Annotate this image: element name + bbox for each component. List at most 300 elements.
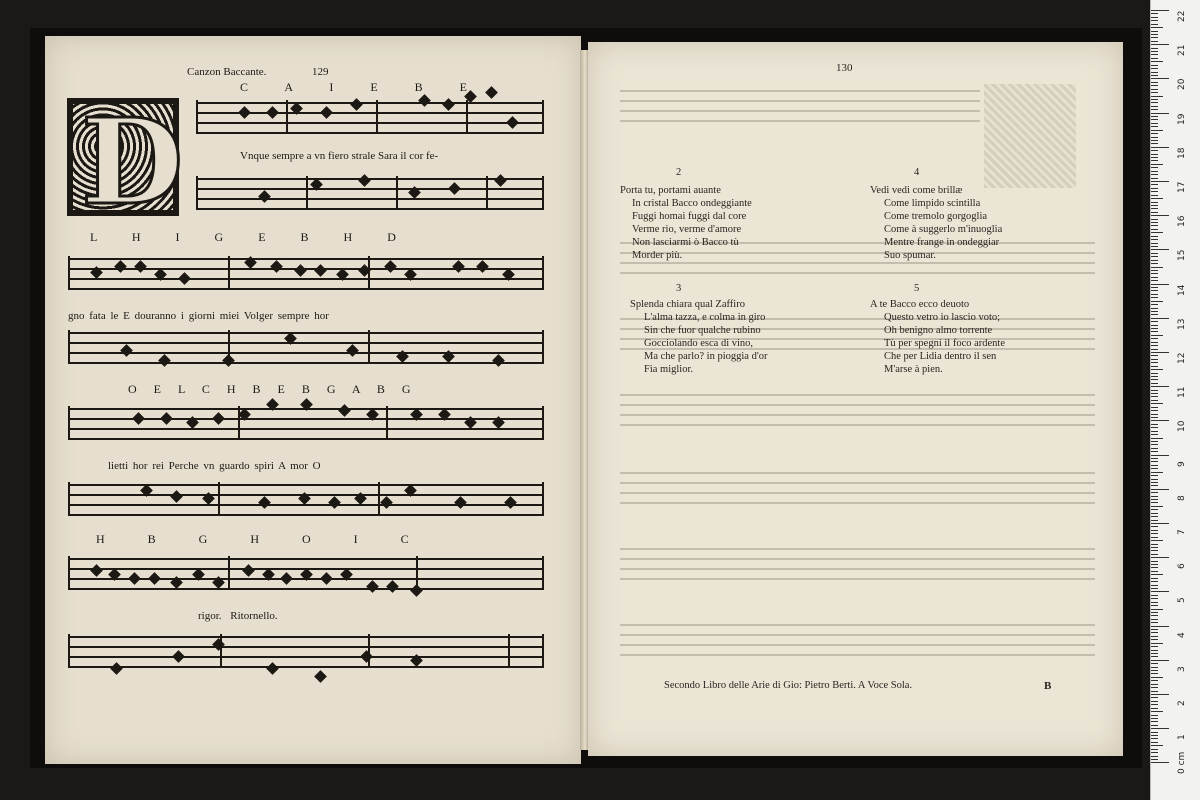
left-page-number: 129 bbox=[312, 66, 329, 78]
ruler-minor-tick bbox=[1151, 393, 1158, 394]
ruler-minor-tick bbox=[1151, 396, 1158, 397]
ruler-minor-tick bbox=[1151, 759, 1158, 760]
ruler-minor-tick bbox=[1151, 704, 1158, 705]
tablature-letters-row-2: L H I G E B H D bbox=[90, 230, 396, 244]
decorated-initial: D bbox=[67, 98, 179, 216]
ruler-minor-tick bbox=[1151, 171, 1158, 172]
show-through-staff-1 bbox=[620, 88, 980, 128]
ruler-major-tick bbox=[1151, 44, 1169, 45]
ruler-minor-tick bbox=[1151, 222, 1158, 223]
ruler-minor-tick bbox=[1151, 304, 1158, 305]
ruler-minor-tick bbox=[1151, 431, 1158, 432]
ruler-minor-tick bbox=[1151, 502, 1158, 503]
ruler-minor-tick bbox=[1151, 229, 1158, 230]
ruler-minor-tick bbox=[1151, 574, 1163, 575]
stanza-3-number: 3 bbox=[676, 283, 682, 294]
ruler-minor-tick bbox=[1151, 99, 1158, 100]
ruler-major-tick bbox=[1151, 113, 1169, 114]
ruler-minor-tick bbox=[1151, 513, 1158, 514]
ruler-minor-tick bbox=[1151, 75, 1158, 76]
ruler-minor-tick bbox=[1151, 564, 1158, 565]
ruler-minor-tick bbox=[1151, 338, 1158, 339]
ruler-minor-tick bbox=[1151, 732, 1158, 733]
ruler-minor-tick bbox=[1151, 410, 1158, 411]
ruler-minor-tick bbox=[1151, 653, 1158, 654]
ruler-minor-tick bbox=[1151, 321, 1158, 322]
ruler-minor-tick bbox=[1151, 345, 1158, 346]
ruler-minor-tick bbox=[1151, 188, 1158, 189]
ruler-minor-tick bbox=[1151, 373, 1158, 374]
ruler-minor-tick bbox=[1151, 82, 1158, 83]
lyrics-line-4: rigor. Ritornello. bbox=[198, 610, 278, 622]
ruler-minor-tick bbox=[1151, 427, 1158, 428]
stanza-2 bbox=[620, 184, 752, 262]
ruler-minor-tick bbox=[1151, 499, 1158, 500]
ruler-minor-tick bbox=[1151, 225, 1158, 226]
ruler-minor-tick bbox=[1151, 667, 1158, 668]
stanza-line: Porta tu, portami auante bbox=[620, 185, 721, 196]
ruler-minor-tick bbox=[1151, 609, 1163, 610]
ruler-minor-tick bbox=[1151, 119, 1158, 120]
stanza-line: Questo vetro io lascio voto; bbox=[884, 312, 1001, 323]
ruler-minor-tick bbox=[1151, 721, 1158, 722]
ruler-minor-tick bbox=[1151, 133, 1158, 134]
ruler-minor-tick bbox=[1151, 150, 1158, 151]
stanza-line: In cristal Bacco ondeggiante bbox=[632, 198, 752, 209]
ruler-minor-tick bbox=[1151, 458, 1158, 459]
ruler-minor-tick bbox=[1151, 677, 1163, 678]
ruler-minor-tick bbox=[1151, 691, 1158, 692]
ruler-label: 13 bbox=[1177, 318, 1187, 330]
ruler-minor-tick bbox=[1151, 85, 1158, 86]
ruler-minor-tick bbox=[1151, 328, 1158, 329]
ruler-minor-tick bbox=[1151, 417, 1158, 418]
stanza-3 bbox=[630, 298, 767, 376]
ruler-minor-tick bbox=[1151, 680, 1158, 681]
ruler-label: 5 bbox=[1177, 597, 1187, 604]
ruler-label: 9 bbox=[1177, 460, 1187, 467]
stanza-5-number: 5 bbox=[914, 283, 920, 294]
ruler-minor-tick bbox=[1151, 444, 1158, 445]
ruler-minor-tick bbox=[1151, 54, 1158, 55]
ruler-minor-tick bbox=[1151, 212, 1158, 213]
ruler-minor-tick bbox=[1151, 461, 1158, 462]
ruler-minor-tick bbox=[1151, 273, 1158, 274]
ruler-minor-tick bbox=[1151, 670, 1158, 671]
ruler-minor-tick bbox=[1151, 308, 1158, 309]
ruler-major-tick bbox=[1151, 215, 1169, 216]
ruler-label: 17 bbox=[1177, 181, 1187, 193]
ruler-minor-tick bbox=[1151, 256, 1158, 257]
ruler-minor-tick bbox=[1151, 20, 1158, 21]
ruler-minor-tick bbox=[1151, 191, 1158, 192]
ruler-minor-tick bbox=[1151, 438, 1163, 439]
ruler-minor-tick bbox=[1151, 126, 1158, 127]
stanza-line: Vedi vedi come brillæ bbox=[870, 185, 963, 196]
ruler-minor-tick bbox=[1151, 738, 1158, 739]
ruler-minor-tick bbox=[1151, 434, 1158, 435]
ruler-minor-tick bbox=[1151, 379, 1158, 380]
tablature-letters-row-3: O E L C H B E B G A B G bbox=[128, 382, 411, 396]
stanza-4 bbox=[870, 184, 1002, 262]
stanza-line: Splenda chiara qual Zaffiro bbox=[630, 299, 745, 310]
stanza-line: M'arse à pien. bbox=[884, 364, 943, 375]
ruler-minor-tick bbox=[1151, 48, 1158, 49]
ruler-major-tick bbox=[1151, 352, 1169, 353]
ruler-label: 7 bbox=[1177, 529, 1187, 535]
ruler-major-tick bbox=[1151, 10, 1169, 11]
tablature-letters-row-1: C A I E B E bbox=[240, 80, 468, 94]
ruler-minor-tick bbox=[1151, 711, 1163, 712]
ruler-minor-tick bbox=[1151, 116, 1158, 117]
ruler-minor-tick bbox=[1151, 571, 1158, 572]
ruler-minor-tick bbox=[1151, 492, 1158, 493]
stanza-line: Mentre frange in ondeggiar bbox=[884, 237, 1000, 248]
ruler-minor-tick bbox=[1151, 554, 1158, 555]
ruler-minor-tick bbox=[1151, 622, 1158, 623]
ruler-minor-tick bbox=[1151, 34, 1158, 35]
ruler-minor-tick bbox=[1151, 140, 1158, 141]
ruler-minor-tick bbox=[1151, 51, 1158, 52]
ruler-minor-tick bbox=[1151, 160, 1158, 161]
ruler-minor-tick bbox=[1151, 602, 1158, 603]
ruler-minor-tick bbox=[1151, 287, 1158, 288]
ruler-minor-tick bbox=[1151, 537, 1158, 538]
ruler-minor-tick bbox=[1151, 369, 1163, 370]
lyrics-line-1: Vnque sempre a vn fiero strale Sara il cor fe- bbox=[240, 150, 439, 162]
ruler-minor-tick bbox=[1151, 506, 1163, 507]
ruler-major-tick bbox=[1151, 181, 1169, 182]
ruler-minor-tick bbox=[1151, 65, 1158, 66]
lyrics-line-3: lietti hor rei Perche vn guardo spiri A mor O bbox=[108, 460, 321, 472]
ruler-minor-tick bbox=[1151, 581, 1158, 582]
ruler-minor-tick bbox=[1151, 697, 1158, 698]
ruler-minor-tick bbox=[1151, 749, 1158, 750]
ruler-minor-tick bbox=[1151, 550, 1158, 551]
ruler-label: 11 bbox=[1177, 386, 1187, 399]
music-staff-2 bbox=[196, 176, 544, 216]
ruler-minor-tick bbox=[1151, 414, 1158, 415]
ruler-minor-tick bbox=[1151, 102, 1158, 103]
page-footer: Secondo Libro delle Arie di Gio: Pietro Berti. A Voce Sola. bbox=[664, 680, 913, 691]
ruler-minor-tick bbox=[1151, 195, 1158, 196]
ruler-minor-tick bbox=[1151, 359, 1158, 360]
ruler-minor-tick bbox=[1151, 130, 1163, 131]
ruler-major-tick bbox=[1151, 694, 1169, 695]
ruler-minor-tick bbox=[1151, 636, 1158, 637]
ruler-minor-tick bbox=[1151, 708, 1158, 709]
ruler-minor-tick bbox=[1151, 598, 1158, 599]
ruler-minor-tick bbox=[1151, 263, 1158, 264]
ruler-minor-tick bbox=[1151, 89, 1158, 90]
ruler-minor-tick bbox=[1151, 530, 1158, 531]
ruler-minor-tick bbox=[1151, 496, 1158, 497]
ruler-major-tick bbox=[1151, 249, 1169, 250]
ruler-minor-tick bbox=[1151, 294, 1158, 295]
ruler-minor-tick bbox=[1151, 366, 1158, 367]
ruler-label: 12 bbox=[1177, 352, 1187, 364]
ruler-minor-tick bbox=[1151, 157, 1158, 158]
stanza-line: Oh benigno almo torrente bbox=[884, 325, 993, 336]
ruler-minor-tick bbox=[1151, 485, 1158, 486]
ruler-minor-tick bbox=[1151, 167, 1158, 168]
stanza-line: Non lasciarmi ò Bacco tù bbox=[632, 237, 739, 248]
ruler-minor-tick bbox=[1151, 441, 1158, 442]
ruler-minor-tick bbox=[1151, 355, 1158, 356]
ruler-minor-tick bbox=[1151, 37, 1158, 38]
stanza-2-number: 2 bbox=[676, 167, 682, 178]
ruler-minor-tick bbox=[1151, 468, 1158, 469]
stanza-line: Che per Lidia dentro il sen bbox=[884, 351, 997, 362]
ruler-label: 2 bbox=[1177, 700, 1187, 706]
ruler-label: 10 bbox=[1177, 420, 1187, 433]
ruler-minor-tick bbox=[1151, 202, 1158, 203]
ruler-label: 18 bbox=[1177, 147, 1187, 159]
ruler-minor-tick bbox=[1151, 58, 1158, 59]
ruler-minor-tick bbox=[1151, 174, 1158, 175]
ruler-minor-tick bbox=[1151, 17, 1158, 18]
ruler-minor-tick bbox=[1151, 349, 1158, 350]
ruler-minor-tick bbox=[1151, 280, 1158, 281]
ruler-minor-tick bbox=[1151, 673, 1158, 674]
ruler-minor-tick bbox=[1151, 752, 1158, 753]
ruler-major-tick bbox=[1151, 489, 1169, 490]
ruler-minor-tick bbox=[1151, 92, 1158, 93]
ruler-minor-tick bbox=[1151, 13, 1158, 14]
ruler-minor-tick bbox=[1151, 650, 1158, 651]
ruler-minor-tick bbox=[1151, 260, 1158, 261]
stanza-line: Come à suggerlo m'inuoglia bbox=[884, 224, 1003, 235]
ruler-minor-tick bbox=[1151, 137, 1158, 138]
ruler-minor-tick bbox=[1151, 61, 1163, 62]
ruler-major-tick bbox=[1151, 557, 1169, 558]
ruler-minor-tick bbox=[1151, 585, 1158, 586]
right-page-number: 130 bbox=[836, 62, 853, 74]
ruler-minor-tick bbox=[1151, 567, 1158, 568]
ruler-minor-tick bbox=[1151, 595, 1158, 596]
ruler-minor-tick bbox=[1151, 205, 1158, 206]
stanza-line: Come limpido scintilla bbox=[884, 198, 981, 209]
ruler-major-tick bbox=[1151, 660, 1169, 661]
ruler-label: 15 bbox=[1177, 249, 1187, 262]
ruler-minor-tick bbox=[1151, 516, 1158, 517]
stanza-line: Come tremolo gorgoglia bbox=[884, 211, 988, 222]
ruler-minor-tick bbox=[1151, 742, 1158, 743]
ruler-label: 8 bbox=[1177, 495, 1187, 501]
stanza-line: Fuggi homai fuggi dal core bbox=[632, 211, 747, 222]
ruler-label: 0 cm bbox=[1177, 752, 1187, 775]
ruler-major-tick bbox=[1151, 386, 1169, 387]
ruler-minor-tick bbox=[1151, 663, 1158, 664]
show-through-staff-4 bbox=[620, 392, 1095, 432]
ruler-minor-tick bbox=[1151, 448, 1158, 449]
ruler-minor-tick bbox=[1151, 619, 1158, 620]
ruler-minor-tick bbox=[1151, 198, 1163, 199]
ruler-minor-tick bbox=[1151, 208, 1158, 209]
signature-mark: B bbox=[1044, 680, 1052, 692]
ruler-minor-tick bbox=[1151, 243, 1158, 244]
stanza-4-number: 4 bbox=[914, 167, 920, 178]
ruler-minor-tick bbox=[1151, 362, 1158, 363]
ruler-minor-tick bbox=[1151, 407, 1158, 408]
stanza-5 bbox=[870, 298, 1005, 376]
ruler-minor-tick bbox=[1151, 290, 1158, 291]
music-staff-1 bbox=[196, 100, 544, 140]
ruler-minor-tick bbox=[1151, 684, 1158, 685]
ruler-minor-tick bbox=[1151, 72, 1158, 73]
ruler-minor-tick bbox=[1151, 335, 1163, 336]
ruler-minor-tick bbox=[1151, 184, 1158, 185]
ruler-minor-tick bbox=[1151, 646, 1158, 647]
ruler-minor-tick bbox=[1151, 314, 1158, 315]
ruler-minor-tick bbox=[1151, 718, 1158, 719]
ruler-minor-tick bbox=[1151, 687, 1158, 688]
ruler-minor-tick bbox=[1151, 154, 1158, 155]
music-staff-8 bbox=[68, 634, 544, 674]
ruler-minor-tick bbox=[1151, 424, 1158, 425]
ruler-label: 22 bbox=[1177, 10, 1187, 22]
ruler-major-tick bbox=[1151, 762, 1169, 763]
left-page-title: Canzon Baccante. bbox=[187, 66, 267, 78]
stanza-line: Tù per spegni il foco ardente bbox=[884, 338, 1005, 349]
measurement-ruler bbox=[1150, 0, 1200, 800]
ruler-minor-tick bbox=[1151, 219, 1158, 220]
ruler-label: 20 bbox=[1177, 78, 1187, 91]
ruler-minor-tick bbox=[1151, 267, 1163, 268]
ruler-major-tick bbox=[1151, 284, 1169, 285]
ruler-minor-tick bbox=[1151, 164, 1163, 165]
ruler-minor-tick bbox=[1151, 31, 1158, 32]
ruler-minor-tick bbox=[1151, 735, 1158, 736]
ruler-minor-tick bbox=[1151, 41, 1158, 42]
ruler-label: 14 bbox=[1177, 284, 1187, 296]
ruler-minor-tick bbox=[1151, 383, 1158, 384]
music-staff-4 bbox=[68, 330, 544, 370]
ruler-minor-tick bbox=[1151, 331, 1158, 332]
ruler-minor-tick bbox=[1151, 533, 1158, 534]
tablature-letters-row-4: H B G H O I C bbox=[96, 532, 409, 546]
ruler-minor-tick bbox=[1151, 643, 1163, 644]
ruler-major-tick bbox=[1151, 523, 1169, 524]
ruler-minor-tick bbox=[1151, 270, 1158, 271]
ruler-minor-tick bbox=[1151, 745, 1163, 746]
ruler-minor-tick bbox=[1151, 342, 1158, 343]
ruler-minor-tick bbox=[1151, 232, 1163, 233]
stanza-line: Verme rio, verme d'amore bbox=[632, 224, 742, 235]
ruler-minor-tick bbox=[1151, 109, 1158, 110]
ruler-minor-tick bbox=[1151, 605, 1158, 606]
show-through-staff-5 bbox=[620, 470, 1095, 510]
ruler-minor-tick bbox=[1151, 578, 1158, 579]
stanza-line: Suo spumar. bbox=[884, 250, 936, 261]
show-through-staff-6 bbox=[620, 546, 1095, 586]
ruler-minor-tick bbox=[1151, 106, 1158, 107]
ruler-major-tick bbox=[1151, 420, 1169, 421]
ruler-minor-tick bbox=[1151, 509, 1158, 510]
ruler-minor-tick bbox=[1151, 520, 1158, 521]
ruler-minor-tick bbox=[1151, 632, 1158, 633]
ruler-minor-tick bbox=[1151, 400, 1158, 401]
stanza-line: L'alma tazza, e colma in giro bbox=[644, 312, 766, 323]
show-through-initial bbox=[984, 84, 1076, 188]
ruler-minor-tick bbox=[1151, 526, 1158, 527]
ruler-minor-tick bbox=[1151, 451, 1158, 452]
ruler-minor-tick bbox=[1151, 68, 1158, 69]
ruler-minor-tick bbox=[1151, 277, 1158, 278]
ruler-minor-tick bbox=[1151, 715, 1158, 716]
ruler-minor-tick bbox=[1151, 479, 1158, 480]
ruler-major-tick bbox=[1151, 591, 1169, 592]
ruler-label: 1 bbox=[1177, 734, 1187, 741]
ruler-minor-tick bbox=[1151, 301, 1163, 302]
stanza-line: Gocciolando esca di vino, bbox=[644, 338, 754, 349]
ruler-label: 16 bbox=[1177, 215, 1187, 228]
ruler-major-tick bbox=[1151, 455, 1169, 456]
ruler-minor-tick bbox=[1151, 403, 1163, 404]
ruler-minor-tick bbox=[1151, 547, 1158, 548]
ruler-minor-tick bbox=[1151, 96, 1163, 97]
ruler-minor-tick bbox=[1151, 561, 1158, 562]
stanza-line: Ma che parlo? in pioggia d'or bbox=[644, 351, 768, 362]
ruler-minor-tick bbox=[1151, 756, 1158, 757]
ruler-label: 19 bbox=[1177, 113, 1187, 125]
stanza-line: Sin che fuor qualche rubino bbox=[644, 325, 761, 336]
ruler-minor-tick bbox=[1151, 297, 1158, 298]
ruler-major-tick bbox=[1151, 147, 1169, 148]
ruler-minor-tick bbox=[1151, 311, 1158, 312]
ruler-major-tick bbox=[1151, 318, 1169, 319]
ruler-label: 3 bbox=[1177, 666, 1187, 672]
ruler-minor-tick bbox=[1151, 475, 1158, 476]
ruler-minor-tick bbox=[1151, 246, 1158, 247]
ruler-minor-tick bbox=[1151, 656, 1158, 657]
ruler-minor-tick bbox=[1151, 390, 1158, 391]
stanza-line: A te Bacco ecco deuoto bbox=[870, 299, 970, 310]
ruler-minor-tick bbox=[1151, 253, 1158, 254]
ruler-minor-tick bbox=[1151, 236, 1158, 237]
ruler-minor-tick bbox=[1151, 143, 1158, 144]
ruler-minor-tick bbox=[1151, 27, 1163, 28]
ruler-minor-tick bbox=[1151, 725, 1158, 726]
ruler-minor-tick bbox=[1151, 24, 1158, 25]
ruler-major-tick bbox=[1151, 626, 1169, 627]
ruler-minor-tick bbox=[1151, 701, 1158, 702]
show-through-staff-7 bbox=[620, 622, 1095, 662]
ruler-minor-tick bbox=[1151, 482, 1158, 483]
ruler-label: 21 bbox=[1177, 44, 1187, 57]
ruler-minor-tick bbox=[1151, 239, 1158, 240]
ruler-minor-tick bbox=[1151, 615, 1158, 616]
ruler-minor-tick bbox=[1151, 325, 1158, 326]
ruler-major-tick bbox=[1151, 78, 1169, 79]
ruler-label: 6 bbox=[1177, 563, 1187, 570]
ruler-minor-tick bbox=[1151, 639, 1158, 640]
lyrics-line-2: gno fata le E douranno i giorni miei Volger sempre hor bbox=[68, 310, 329, 322]
ruler-minor-tick bbox=[1151, 465, 1158, 466]
ruler-minor-tick bbox=[1151, 544, 1158, 545]
ruler-minor-tick bbox=[1151, 376, 1158, 377]
ruler-label: 4 bbox=[1177, 631, 1187, 638]
ruler-minor-tick bbox=[1151, 629, 1158, 630]
ruler-minor-tick bbox=[1151, 472, 1163, 473]
ruler-minor-tick bbox=[1151, 540, 1163, 541]
stanza-line: Morder più. bbox=[632, 250, 683, 261]
ruler-minor-tick bbox=[1151, 588, 1158, 589]
ruler-minor-tick bbox=[1151, 178, 1158, 179]
ruler-minor-tick bbox=[1151, 123, 1158, 124]
stanza-line: Fia miglior. bbox=[644, 364, 694, 375]
ruler-major-tick bbox=[1151, 728, 1169, 729]
